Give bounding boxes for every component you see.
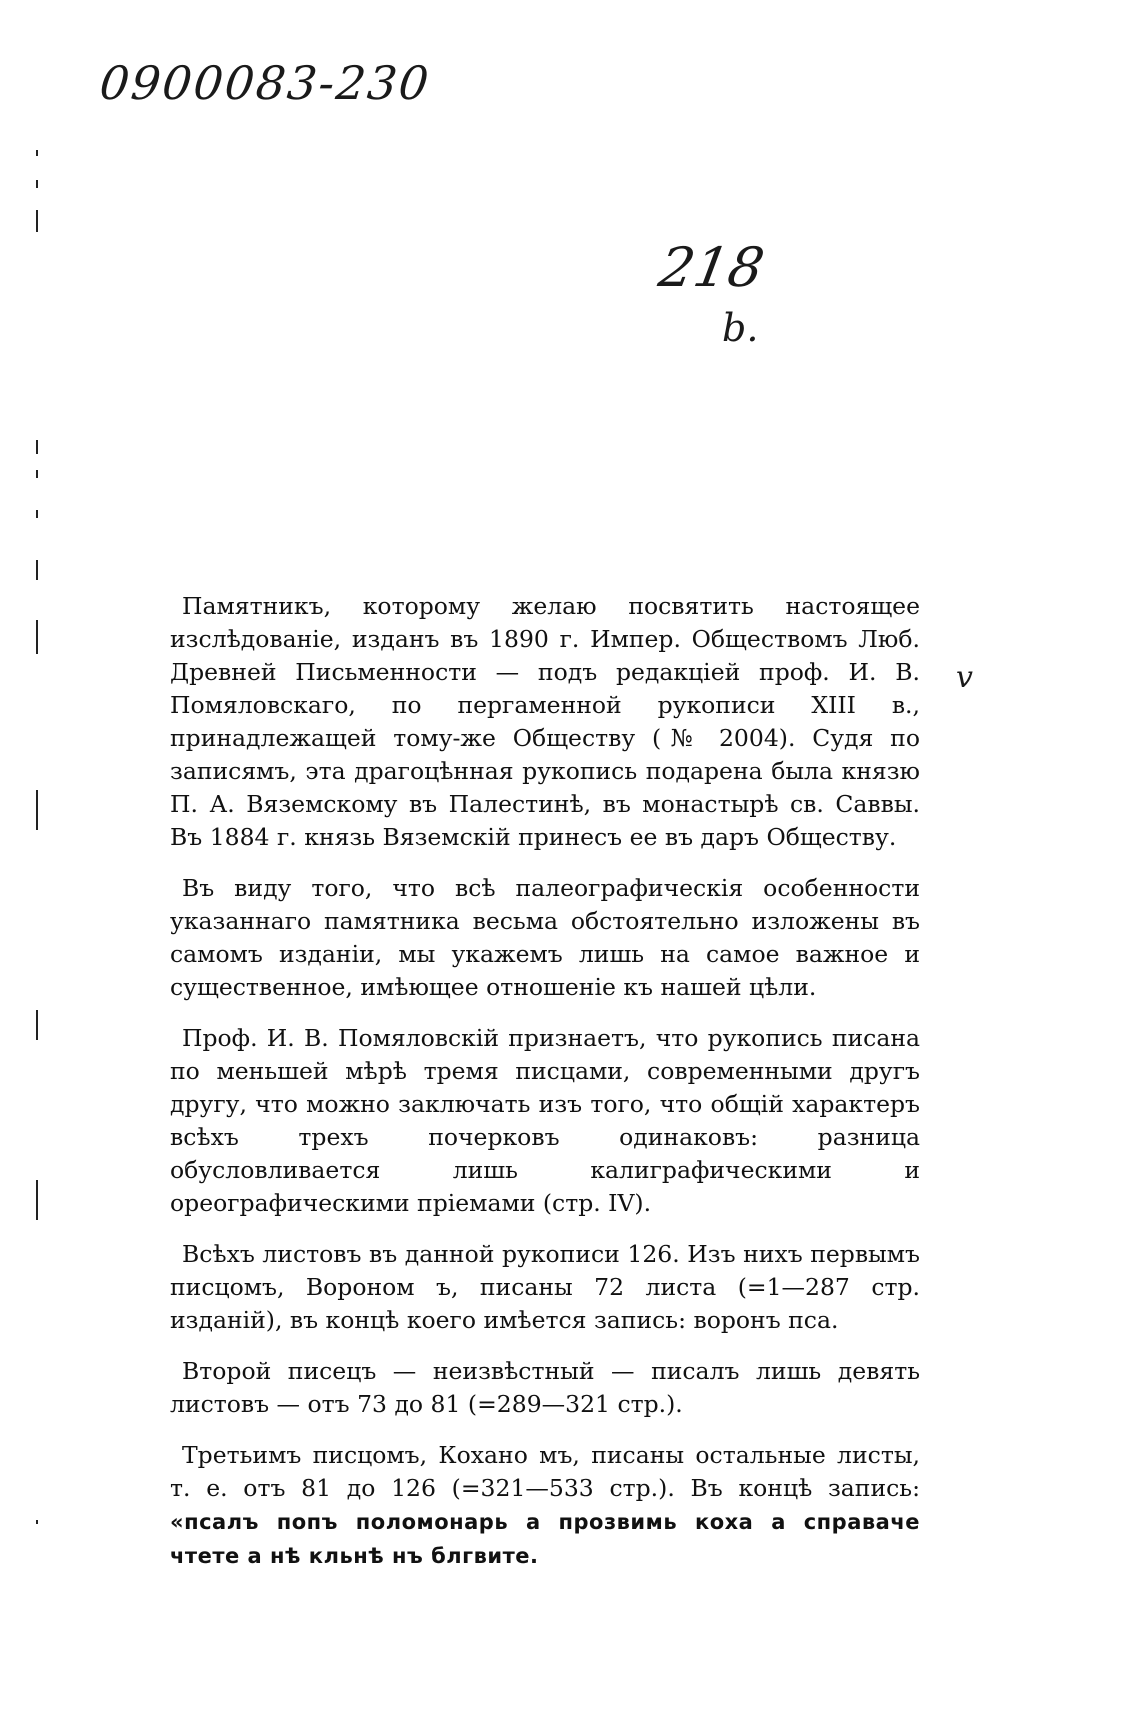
margin-tick — [36, 510, 38, 518]
margin-checkmark: v — [956, 660, 973, 695]
margin-tick — [36, 440, 38, 454]
folio-number-handwritten: 218 — [654, 236, 769, 299]
shelf-mark-handwritten: 0900083-230 — [97, 56, 434, 110]
margin-tick — [36, 790, 38, 830]
paragraph-2: Въ виду того, что всѣ палеографическія особенности указаннаго памятника весьма обстоятельно изложены въ самомъ изданіи, мы укажемъ лишь на самое важное и существенное, имѣющее отношеніе къ нашей цѣли. — [170, 874, 920, 1001]
colophon-church-slavonic: «псалъ попъ поломонарь а прозвимь коха а справаче чтете а нѣ кльнѣ нъ блгвите. — [170, 1510, 920, 1568]
folio-letter-handwritten: b. — [722, 306, 759, 350]
margin-tick — [36, 1520, 38, 1524]
binding-margin-marks — [36, 150, 42, 1550]
margin-tick — [36, 180, 38, 188]
margin-tick — [36, 150, 38, 156]
paragraph-5: Второй писецъ — неизвѣстный — писалъ лишь девять листовъ — отъ 73 до 81 (=289—321 стр.). — [170, 1357, 920, 1418]
margin-tick — [36, 210, 38, 232]
paragraph-6-text: Третьимъ писцомъ, Кохано мъ, писаны остальные листы, т. е. отъ 81 до 126 (=321—533 стр.). Въ концѣ запись: — [170, 1441, 920, 1502]
paragraph-4: Всѣхъ листовъ въ данной рукописи 126. Изъ нихъ первымъ писцомъ, Вороном ъ, писаны 72 листа (=1—287 стр. изданій), въ концѣ коего имѣется запись: воронъ пса. — [170, 1240, 920, 1334]
margin-tick — [36, 1010, 38, 1040]
margin-tick — [36, 560, 38, 580]
main-text — [170, 590, 920, 1591]
margin-tick — [36, 470, 38, 478]
margin-tick — [36, 1180, 38, 1220]
margin-tick — [36, 620, 38, 654]
paragraph-6 — [170, 1439, 920, 1573]
paragraph-3: Проф. И. В. Помяловскій признаетъ, что рукопись писана по меньшей мѣрѣ тремя писцами, современными другъ другу, что можно заключать изъ того, что общій характеръ всѣхъ трехъ почерковъ одинаковъ: разница обусловливается лишь калиграфическими и ореографическими пріемами (стр. IV). — [170, 1024, 920, 1217]
paragraph-1: Памятникъ, которому желаю посвятить настоящее изслѣдованіе, изданъ въ 1890 г. Импер. Обществомъ Люб. Древней Письменности — подъ редакціей проф. И. В. Помяловскаго, по пергаменной рукописи XIII в., принадлежащей тому-же Обществу (№ 2004). Судя по записямъ, эта драгоцѣнная рукопись подарена была князю П. А. Вяземскому въ Палестинѣ, въ монастырѣ св. Саввы. Въ 1884 г. князь Вяземскій принесъ ее въ даръ Обществу. — [170, 592, 920, 851]
